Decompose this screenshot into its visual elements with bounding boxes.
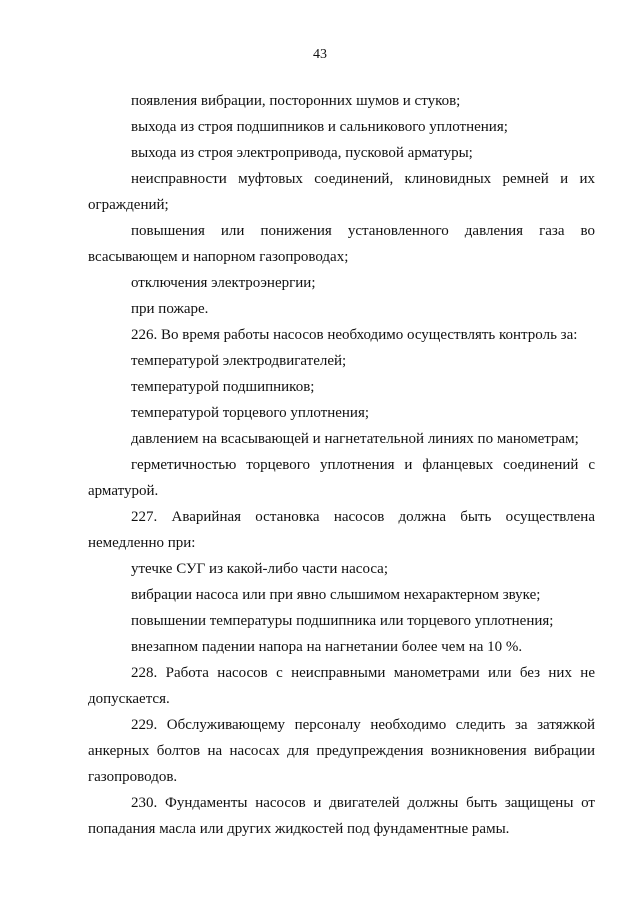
paragraph-pressure-gauges: давлением на всасывающей и нагнетательной линиях по манометрам; xyxy=(131,431,579,447)
paragraph-230: 230. Фундаменты насосов и двигателей должны быть защищены от попадания масла или других жидкостей под фундаментные рамы. xyxy=(88,795,595,837)
paragraph-power-off: отключения электроэнергии; xyxy=(131,275,316,291)
paragraph-227: 227. Аварийная остановка насосов должна быть осуществлена немедленно при: xyxy=(88,509,595,551)
paragraph-gas-pressure: повышения или понижения установленного давления газа во всасывающем и напорном газопроводах; xyxy=(88,223,595,265)
paragraph-couplings: неисправности муфтовых соединений, клиновидных ремней и их ограждений; xyxy=(88,171,595,213)
paragraph-fire: при пожаре. xyxy=(131,301,209,317)
paragraph-seal-temperature: температурой торцевого уплотнения; xyxy=(131,405,370,421)
paragraph-temperature-rise: повышении температуры подшипника или торцевого уплотнения; xyxy=(131,613,554,629)
paragraph-tightness: герметичностью торцевого уплотнения и фланцевых соединений с арматурой. xyxy=(88,457,595,499)
paragraph-pump-vibration: вибрации насоса или при явно слышимом нехарактерном звуке; xyxy=(131,587,541,603)
document-body xyxy=(88,88,595,842)
paragraph-motor-temperature: температурой электродвигателей; xyxy=(131,353,347,369)
paragraph-bearing-temperature: температурой подшипников; xyxy=(131,379,315,395)
paragraph-lpg-leak: утечке СУГ из какой-либо части насоса; xyxy=(131,561,388,577)
paragraph-229: 229. Обслуживающему персоналу необходимо следить за затяжкой анкерных болтов на насосах для предупреждения возникновения вибрации газопроводов. xyxy=(88,717,595,785)
paragraph-vibration: появления вибрации, посторонних шумов и стуков; xyxy=(131,93,461,109)
paragraph-226: 226. Во время работы насосов необходимо осуществлять контроль за: xyxy=(131,327,578,343)
paragraph-228: 228. Работа насосов с неисправными манометрами или без них не допускается. xyxy=(88,665,595,707)
paragraph-bearings: выхода из строя подшипников и сальникового уплотнения; xyxy=(131,119,508,135)
paragraph-electric-drive: выхода из строя электропривода, пусковой арматуры; xyxy=(131,145,473,161)
page-number: 43 xyxy=(313,47,327,62)
paragraph-head-drop: внезапном падении напора на нагнетании более чем на 10 %. xyxy=(131,639,523,655)
